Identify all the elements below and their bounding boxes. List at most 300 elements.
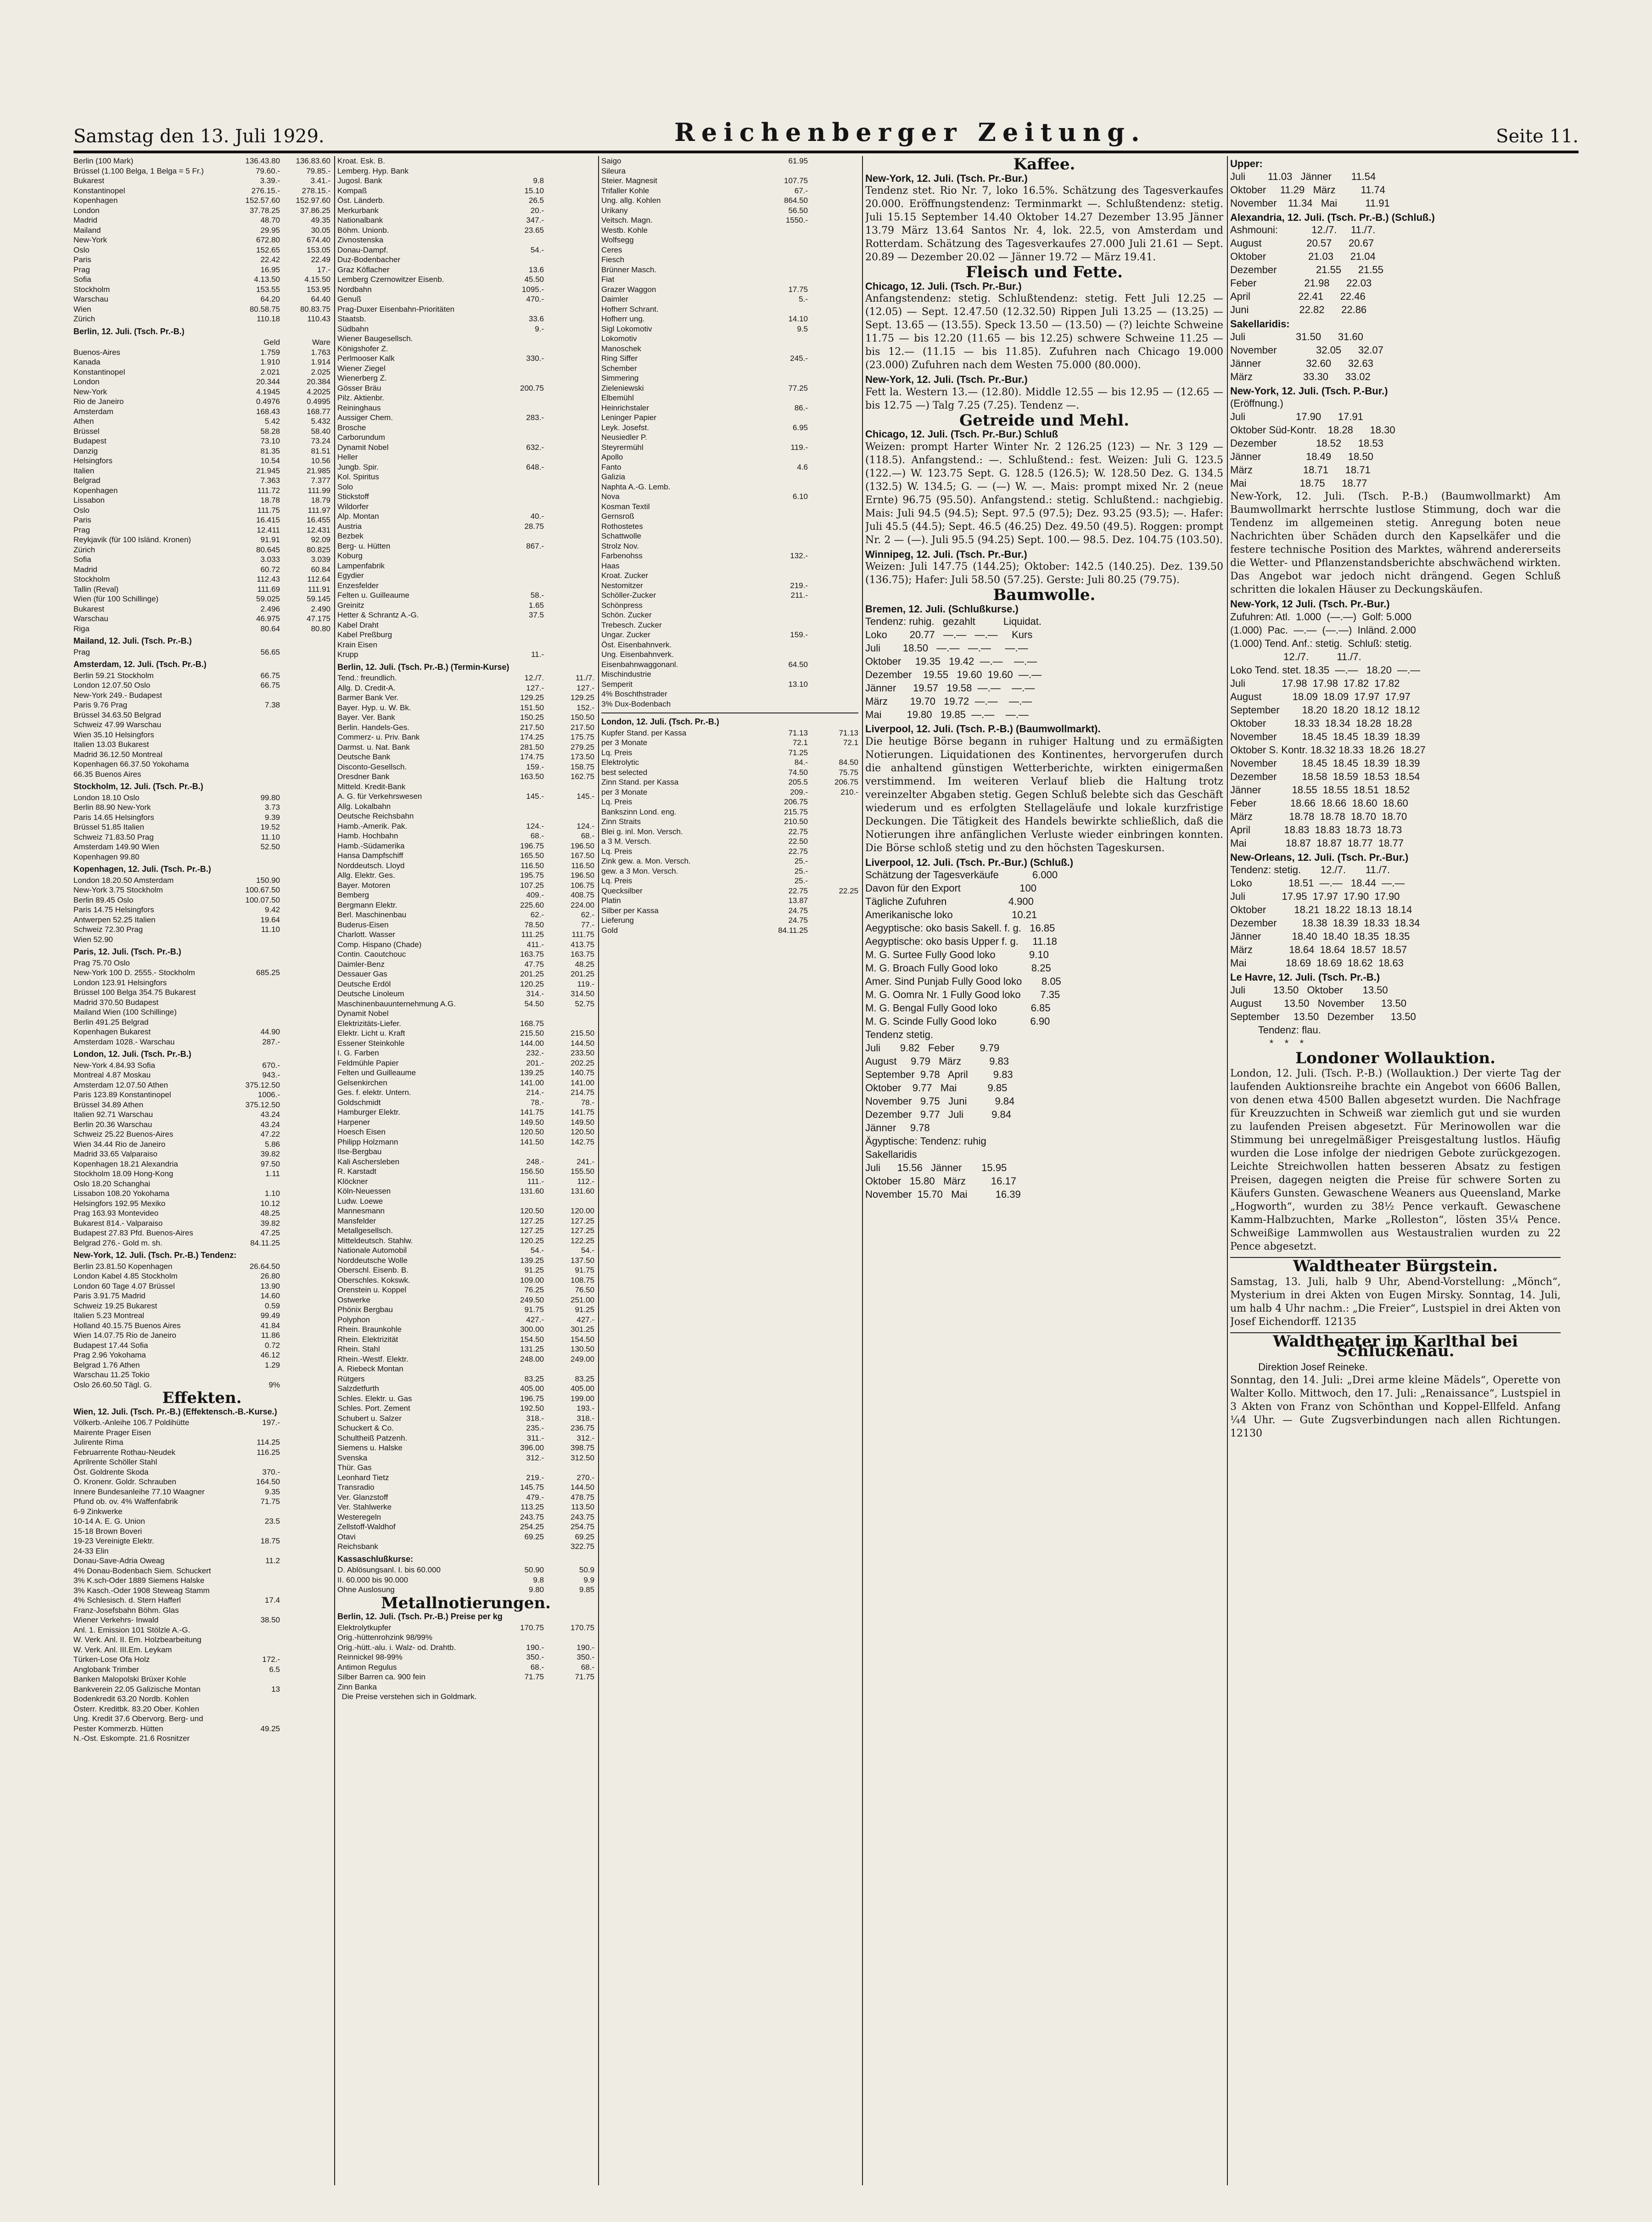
quote-name: Lemberg. Hyp. Bank <box>337 166 409 175</box>
quote-value: 48.70 <box>260 216 280 224</box>
quote-value: 44.90 <box>260 1027 280 1036</box>
quote-value: 45.50 <box>524 275 544 284</box>
quote-value: 149.50 <box>520 1117 544 1127</box>
quote-value: 314.- <box>526 989 544 998</box>
quote-value: 150.25 <box>520 713 544 722</box>
quote-value <box>493 1196 544 1206</box>
quote-value: 25.- <box>794 857 808 865</box>
quote-name: Semperit <box>601 679 633 689</box>
quote-value: 1006.- <box>258 1090 280 1099</box>
quote-value-2 <box>808 225 858 236</box>
quote-value-2 <box>808 522 858 532</box>
quote-row <box>73 1546 330 1556</box>
quote-name: Krupp <box>337 650 358 659</box>
quote-row <box>73 1684 330 1695</box>
quote-row <box>601 817 858 827</box>
quote-value-2 <box>280 935 330 945</box>
quote-value-2 <box>280 1380 330 1390</box>
quote-name: Barmer Bank Ver. <box>337 693 399 702</box>
quote-row <box>337 870 594 881</box>
quote-name: Wien 34.44 Rio de Janeiro <box>73 1139 166 1149</box>
quote-value-2: 674.40 <box>307 236 330 244</box>
quote-value: 43.24 <box>260 1120 280 1129</box>
column-exchange-rates <box>73 156 330 2185</box>
quote-row <box>337 1662 594 1672</box>
quote-name: Schultheiß Patzenh. <box>337 1433 408 1442</box>
quote-value-2: 106.75 <box>571 881 594 890</box>
quote-row <box>601 511 858 522</box>
quote-row <box>73 1694 330 1704</box>
quote-row <box>73 1516 330 1526</box>
quote-name: London 18.20.50 Amsterdam <box>73 875 174 885</box>
quote-name: Bukarest <box>73 604 105 613</box>
quote-row <box>601 452 858 462</box>
quote-value-2: 167.50 <box>571 851 594 860</box>
quote-value-2 <box>280 1605 330 1616</box>
quote-value-2 <box>280 1370 330 1380</box>
quote-value: 153.55 <box>256 285 280 294</box>
quote-name: Bukarest <box>73 176 105 185</box>
quote-value: 43.24 <box>260 1110 280 1119</box>
quote-name: Aussiger Chem. <box>337 413 393 422</box>
quote-name: Dresdner Bank <box>337 772 390 781</box>
quote-value-2 <box>280 1281 330 1291</box>
quote-value: 71.75 <box>260 1497 280 1506</box>
text-line: Mai 18.87 18.87 18.77 18.77 <box>1230 837 1404 849</box>
quote-name: Darmst. u. Nat. Bank <box>337 742 410 752</box>
quote-name: Oberschles. Kokswk. <box>337 1275 410 1285</box>
quote-value <box>230 740 280 750</box>
quote-value-2: 243.75 <box>571 1512 594 1521</box>
quote-value-2: 136.83.60 <box>296 157 330 165</box>
quote-name: Grazer Waggon <box>601 285 656 294</box>
quote-value: 84.11.25 <box>250 1238 280 1247</box>
quote-value <box>493 423 544 433</box>
quote-name: Deutsche Bank <box>337 752 391 761</box>
quote-row <box>601 660 858 670</box>
quote-value-2 <box>808 689 858 699</box>
quote-row <box>73 680 330 690</box>
quote-row <box>73 1467 330 1477</box>
quote-value-2 <box>280 1090 330 1100</box>
quote-value: 9.- <box>535 324 544 333</box>
quote-value-2: 48.25 <box>575 960 594 969</box>
quote-row <box>73 1129 330 1139</box>
quote-name: Lissabon 108.20 Yokohama <box>73 1189 169 1198</box>
quote-value <box>757 620 808 630</box>
quote-name: Tend.: freundlich. <box>337 673 397 682</box>
columns <box>73 156 1561 2185</box>
quote-row <box>601 443 858 453</box>
quote-value: 69.25 <box>524 1532 544 1541</box>
quote-row <box>73 1208 330 1218</box>
quote-row <box>337 541 594 551</box>
quote-row <box>73 1350 330 1360</box>
quote-value: 131.60 <box>520 1187 544 1195</box>
quote-value-2 <box>544 413 594 423</box>
quote-value-2 <box>280 1684 330 1695</box>
quote-name: W. Verk. Anl. II. Em. Holzbearbeitung <box>73 1635 202 1644</box>
quote-row <box>337 752 594 762</box>
text-line: Loko Tend. stet. 18.35 —.— 18.20 —.— <box>1230 664 1421 676</box>
quote-name: Kopenhagen 66.37.50 Yokohama <box>73 760 189 769</box>
quote-name: Haas <box>601 561 620 570</box>
quote-name: Lemberg Czernowitzer Eisenb. <box>337 275 444 284</box>
quote-value: 151.50 <box>520 703 544 712</box>
article-text: Sonntag, den 14. Juli: „Drei arme kleine Mädels“, Operette von Walter Kollo. Mittwoch, den 17. Juli: „Renaissance“, Lustspiel in 3 Akten von Franz von Schönthan und Koppel-Ellfeld. Anfang ¼4 Uhr. — Gute Zugsverbindungen nach allen Richtungen. 12130 <box>1230 1374 1561 1439</box>
quote-value: 9.80 <box>528 1585 544 1594</box>
quote-name: Gelsenkirchen <box>337 1078 387 1087</box>
quote-row <box>73 1645 330 1655</box>
text-line: Oktober S. Kontr. 18.32 18.33 18.26 18.27 <box>1230 744 1426 756</box>
quote-name: Berlin 89.45 Oslo <box>73 895 134 904</box>
quote-value: 112.43 <box>257 575 280 584</box>
quote-value-2 <box>280 1665 330 1675</box>
quote-value <box>493 492 544 502</box>
quote-name: Bankszinn Lond. eng. <box>601 807 677 816</box>
quote-value: 16.415 <box>256 516 280 524</box>
quote-value-2 <box>544 334 594 344</box>
quote-value-2: 170.75 <box>571 1623 594 1632</box>
quote-value-2: 17.- <box>317 265 330 274</box>
quote-value: 1.759 <box>260 348 280 357</box>
quote-value: 113.25 <box>521 1503 544 1511</box>
quote-value: 312.- <box>526 1453 544 1462</box>
quote-name: Ring Siffer <box>601 354 638 363</box>
column-stocks <box>337 156 594 2185</box>
quote-row <box>601 866 858 876</box>
quote-value <box>757 225 808 236</box>
quote-row <box>601 373 858 383</box>
quote-row <box>337 1285 594 1295</box>
quote-value: 71.25 <box>788 748 808 757</box>
quote-row <box>337 443 594 453</box>
text-line: März 33.30 33.02 <box>1230 370 1371 382</box>
quote-name: Essener Steinkohle <box>337 1038 405 1048</box>
quote-row <box>337 1048 594 1058</box>
quote-row <box>601 215 858 225</box>
quote-name: per 3 Monate <box>601 738 648 747</box>
article-text: Anfangstendenz: stetig. Schlußtendenz: stetig. Fett Juli 12.25 — (12.05) — Sept. 12.47.50 (12.32.50) Rippen Juli 13.25 — (13.25) — Sept. 13.65 — (13.55). Speck 13.50 — (13.50) — (?) leichte Schweine 11.75 — bis 12.20 (11.65 — bis 12.25) schwere Schweine 11.25 — bis 12.— (11.15 — bis 11.85). Zufuhren nach Chicago 19.000 (23.000) Zufuhren nach dem Westen 75.000 (80.000). <box>865 293 1223 371</box>
quote-row <box>337 1423 594 1433</box>
text-line: Schätzung der Tagesverkäufe 6.000 <box>865 869 1058 881</box>
quote-value: 396.00 <box>520 1443 544 1452</box>
quote-value-2: 1.763 <box>311 348 330 357</box>
quote-row <box>337 225 594 236</box>
quote-value-2: 81.51 <box>311 446 330 455</box>
quote-value-2: 2.025 <box>311 367 330 376</box>
quote-row <box>337 630 594 640</box>
quote-row <box>73 407 330 417</box>
text-line: März 18.71 18.71 <box>1230 464 1371 476</box>
quote-value-2 <box>808 669 858 679</box>
quote-value-2 <box>280 1110 330 1120</box>
quote-value-2: 12.431 <box>307 525 330 534</box>
quote-row <box>601 906 858 916</box>
quote-row <box>73 1007 330 1017</box>
quote-row <box>73 690 330 701</box>
quote-name: Zieleniewski <box>601 383 644 393</box>
quote-row <box>73 1218 330 1229</box>
quote-value: 54.- <box>530 245 544 254</box>
text-line: November 32.05 32.07 <box>1230 344 1383 356</box>
quote-row <box>337 364 594 374</box>
quote-value-2 <box>544 186 594 196</box>
quote-value-2 <box>280 1674 330 1684</box>
quote-value <box>757 472 808 482</box>
quote-row <box>337 1196 594 1206</box>
quote-name: Schweiz 19.25 Bukarest <box>73 1301 157 1310</box>
quote-name: Galizia <box>601 472 625 481</box>
text-line: Juli 13.50 Oktober 13.50 <box>1230 984 1388 996</box>
text-line: April 22.41 22.46 <box>1230 291 1366 302</box>
quote-value: 210.50 <box>784 817 808 826</box>
quote-value-2: 127.- <box>577 683 594 692</box>
quote-row <box>601 285 858 295</box>
quote-name: Heller <box>337 453 358 461</box>
quote-row <box>337 354 594 364</box>
header-date: Samstag den 13. Juli 1929. <box>73 126 325 147</box>
quote-name: Jugosl. Bank <box>337 176 382 185</box>
quote-value-2: 50.9 <box>579 1566 594 1574</box>
quote-value-2 <box>280 1526 330 1537</box>
quote-value-2 <box>280 813 330 823</box>
quote-value-2: 217.50 <box>571 723 594 732</box>
quote-row <box>337 1403 594 1414</box>
quote-name: London 123.91 Helsingfors <box>73 978 167 987</box>
quote-value: 0.59 <box>264 1301 280 1310</box>
quote-name: Commerz- u. Priv. Bank <box>337 733 420 741</box>
article-text: Weizen: Juli 147.75 (144.25); Oktober: 142.5 (140.25). Dez. 139.50 (136.75); Hafer: Juli 58.50 (57.25). Gerste: Juli 80.25 (79.75). <box>865 561 1223 586</box>
quote-value-2: 141.75 <box>571 1108 594 1117</box>
quote-value <box>230 1428 280 1438</box>
quote-name: Kompaß <box>337 186 367 195</box>
section-title: Getreide und Mehl. <box>959 411 1129 430</box>
quote-value-2 <box>280 968 330 978</box>
quote-value <box>757 275 808 285</box>
quote-name: Danzig <box>73 446 98 455</box>
quote-value-2 <box>808 255 858 265</box>
quote-row <box>73 1704 330 1714</box>
section-heading: New-York, 12. Juli. (Tsch. Pr.-B.) Tendenz: <box>73 1251 237 1260</box>
quote-row <box>601 679 858 690</box>
quote-value-2: 1.914 <box>311 358 330 366</box>
quote-row <box>73 793 330 803</box>
quote-value: 4.1945 <box>256 387 280 396</box>
quote-row <box>601 294 858 304</box>
quote-value <box>757 561 808 571</box>
text-line: Mai 19.80 19.85 —.— —.— <box>865 709 1029 720</box>
quote-name: Öst. Länderb. <box>337 196 385 205</box>
quote-value-2: 312.- <box>577 1433 594 1442</box>
quote-row <box>73 895 330 905</box>
quote-name: Lq. Preis <box>601 748 633 757</box>
quote-value <box>757 511 808 522</box>
quote-value-2: 68.- <box>581 1662 594 1672</box>
quote-value-2 <box>280 730 330 740</box>
quote-row <box>73 304 330 314</box>
quote-value <box>493 472 544 482</box>
quote-value-2: 236.75 <box>571 1424 594 1432</box>
quote-value: 127.- <box>526 683 544 692</box>
quote-value: 248.- <box>526 1157 544 1166</box>
quote-name: Julirente Rima <box>73 1438 123 1447</box>
quote-value-2 <box>280 1037 330 1047</box>
text-line: Jänner 18.49 18.50 <box>1230 451 1373 462</box>
quote-row <box>337 1117 594 1128</box>
quote-value-2 <box>280 998 330 1008</box>
quote-name: Heinrichstaler <box>601 403 649 412</box>
quote-value-2: 163.75 <box>571 950 594 959</box>
quote-value <box>493 782 544 792</box>
quote-row <box>73 1418 330 1428</box>
quote-name: Kali Aschersleben <box>337 1157 400 1166</box>
quote-row <box>337 723 594 733</box>
quote-value: 13.87 <box>788 896 808 905</box>
quote-name: Antimon Regulus <box>337 1662 397 1672</box>
quote-row <box>73 1060 330 1071</box>
quote-value-2 <box>280 720 330 730</box>
quote-value-2 <box>808 610 858 620</box>
quote-name: Deutsche Linoleum <box>337 989 404 998</box>
quote-value-2 <box>544 245 594 255</box>
quote-value <box>230 1674 280 1684</box>
quote-row <box>337 432 594 443</box>
quote-row <box>73 1262 330 1272</box>
quote-row <box>601 166 858 176</box>
section-heading: Liverpool, 12. Juli. (Tsch. P.-B.) (Baumwollmarkt). <box>865 723 1101 735</box>
quote-value-2: 30.05 <box>311 225 330 235</box>
quote-value-2: 193.- <box>577 1404 594 1413</box>
quote-value-2 <box>808 551 858 561</box>
section-heading: Sakellaridis: <box>1230 318 1290 330</box>
quote-name: Lissabon <box>73 496 105 505</box>
section-heading: Stockholm, 12. Juli. (Tsch. Pr.-B.) <box>73 782 203 791</box>
quote-value: 68.- <box>530 831 544 840</box>
quote-value-2: 206.75 <box>834 778 858 786</box>
quote-row <box>601 502 858 512</box>
quote-value: 170.75 <box>520 1623 544 1632</box>
quote-value-2 <box>808 452 858 462</box>
quote-value: 201.25 <box>520 970 544 978</box>
section-title: Kaffee. <box>1013 156 1075 174</box>
quote-value-2: 112.- <box>577 1177 594 1186</box>
quote-value-2 <box>280 1477 330 1487</box>
section-heading: New-York, 12. Juli. (Tsch. Pr.-Bur.) <box>865 374 1028 385</box>
quote-value: 17.75 <box>788 285 808 294</box>
quote-name: Prag <box>73 265 90 274</box>
quote-value-2 <box>808 235 858 245</box>
quote-row <box>337 334 594 344</box>
text-line: Juli 18.50 —.— —.— —.— <box>865 642 1028 654</box>
quote-value: 3.73 <box>264 803 280 812</box>
text-line: Sakellaridis <box>865 1149 917 1160</box>
quote-row <box>73 166 330 176</box>
quote-value-2 <box>280 1070 330 1080</box>
quote-name: Brüssel 100 Belga 354.75 Bukarest <box>73 988 196 997</box>
quote-value-2 <box>544 462 594 472</box>
quote-row <box>601 492 858 502</box>
quote-name: Wiener Ziegel <box>337 364 386 373</box>
quote-value-2 <box>280 700 330 710</box>
quote-value-2: 120.50 <box>571 1128 594 1136</box>
quote-row <box>601 896 858 906</box>
quote-value-2 <box>544 511 594 522</box>
quote-value-2: 270.- <box>577 1473 594 1482</box>
quote-value <box>757 432 808 443</box>
quote-row <box>601 393 858 403</box>
quote-value: 111.69 <box>257 584 280 594</box>
quote-value: 25.- <box>794 866 808 875</box>
quote-name: Naphta A.-G. Lemb. <box>601 482 671 491</box>
quote-value-2 <box>808 797 858 807</box>
quote-value-2: 7.377 <box>311 476 330 485</box>
text-line: Loko 18.51 —.— 18.44 —.— <box>1230 877 1405 889</box>
quote-value: 26.5 <box>528 196 544 205</box>
quote-row <box>73 700 330 710</box>
quote-row <box>73 1655 330 1665</box>
quote-row <box>73 769 330 780</box>
quote-value-2 <box>280 1724 330 1734</box>
quote-value: 13.90 <box>260 1281 280 1291</box>
quote-value: 18.78 <box>260 496 280 505</box>
quote-value-2 <box>544 206 594 216</box>
quote-name: Koburg <box>337 551 363 560</box>
quote-row <box>73 367 330 377</box>
quote-value: 152.57.60 <box>245 196 280 205</box>
quote-row <box>337 581 594 591</box>
quote-value: 11.10 <box>261 832 280 842</box>
quote-name: Buderus-Eisen <box>337 920 389 929</box>
quote-name: Ver. Glanzstoff <box>337 1493 388 1502</box>
text-line: Ägyptische: Tendenz: ruhig <box>865 1135 986 1147</box>
newspaper-title: Reichenberger Zeitung. <box>674 118 1146 147</box>
quote-name: 6-9 Zinkwerke <box>73 1507 123 1516</box>
quote-value <box>230 998 280 1008</box>
quote-value-2 <box>808 166 858 176</box>
quote-row <box>73 348 330 358</box>
quote-value-2 <box>544 492 594 502</box>
quote-row <box>337 999 594 1009</box>
quote-value-2: 80.825 <box>307 545 330 554</box>
quote-row <box>73 759 330 769</box>
article-text: Tendenz stet. Rio Nr. 7, loko 16.5%. Schätzung des Tagesverkaufes 20.000. Eröffnungstendenz: Terminmarkt —. Schlußtendenz: stetig. Juli 15.15 September 14.40 Oktober 14.27 Dezember 13.95 Jänner 13.79 März 13.64 Santos Nr. 4, lok. 22.5, von Amsterdam und Rotterdam. Schätzung des Tagesverkaufes 27.000 Juli 21.61 — Sept. 20.89 — Dezember 20.02 — Jänner 19.72 — März 19.41. <box>865 185 1223 263</box>
quote-name: Berg- u. Hütten <box>337 541 391 550</box>
quote-name: Orig.-hütt.-alu. i. Walz- od. Drahtb. <box>337 1643 456 1652</box>
quote-name: Austria <box>337 522 362 531</box>
quote-value-2 <box>280 875 330 886</box>
quote-name: London 12.07.50 Oslo <box>73 681 151 690</box>
quote-row <box>73 545 330 555</box>
quote-row <box>337 1216 594 1226</box>
quote-row <box>73 1149 330 1159</box>
quote-value-2 <box>280 759 330 769</box>
quote-value <box>493 373 544 383</box>
text-line: November 15.70 Mai 16.39 <box>865 1189 1021 1200</box>
quote-value-2: 64.40 <box>311 295 330 303</box>
quote-row <box>337 1575 594 1585</box>
quote-name: Anglobank Trimber <box>73 1665 139 1674</box>
quote-value: 22.75 <box>788 847 808 856</box>
quote-value-2: 3.41.- <box>310 176 330 185</box>
quote-row <box>337 821 594 831</box>
quote-row <box>601 787 858 797</box>
quote-value: 58.- <box>530 591 544 600</box>
quote-value <box>757 334 808 344</box>
quote-name: Montreal 4.87 Moskau <box>73 1071 151 1079</box>
quote-value: 73.10 <box>260 437 280 445</box>
quote-value-2: 196.50 <box>571 871 594 880</box>
